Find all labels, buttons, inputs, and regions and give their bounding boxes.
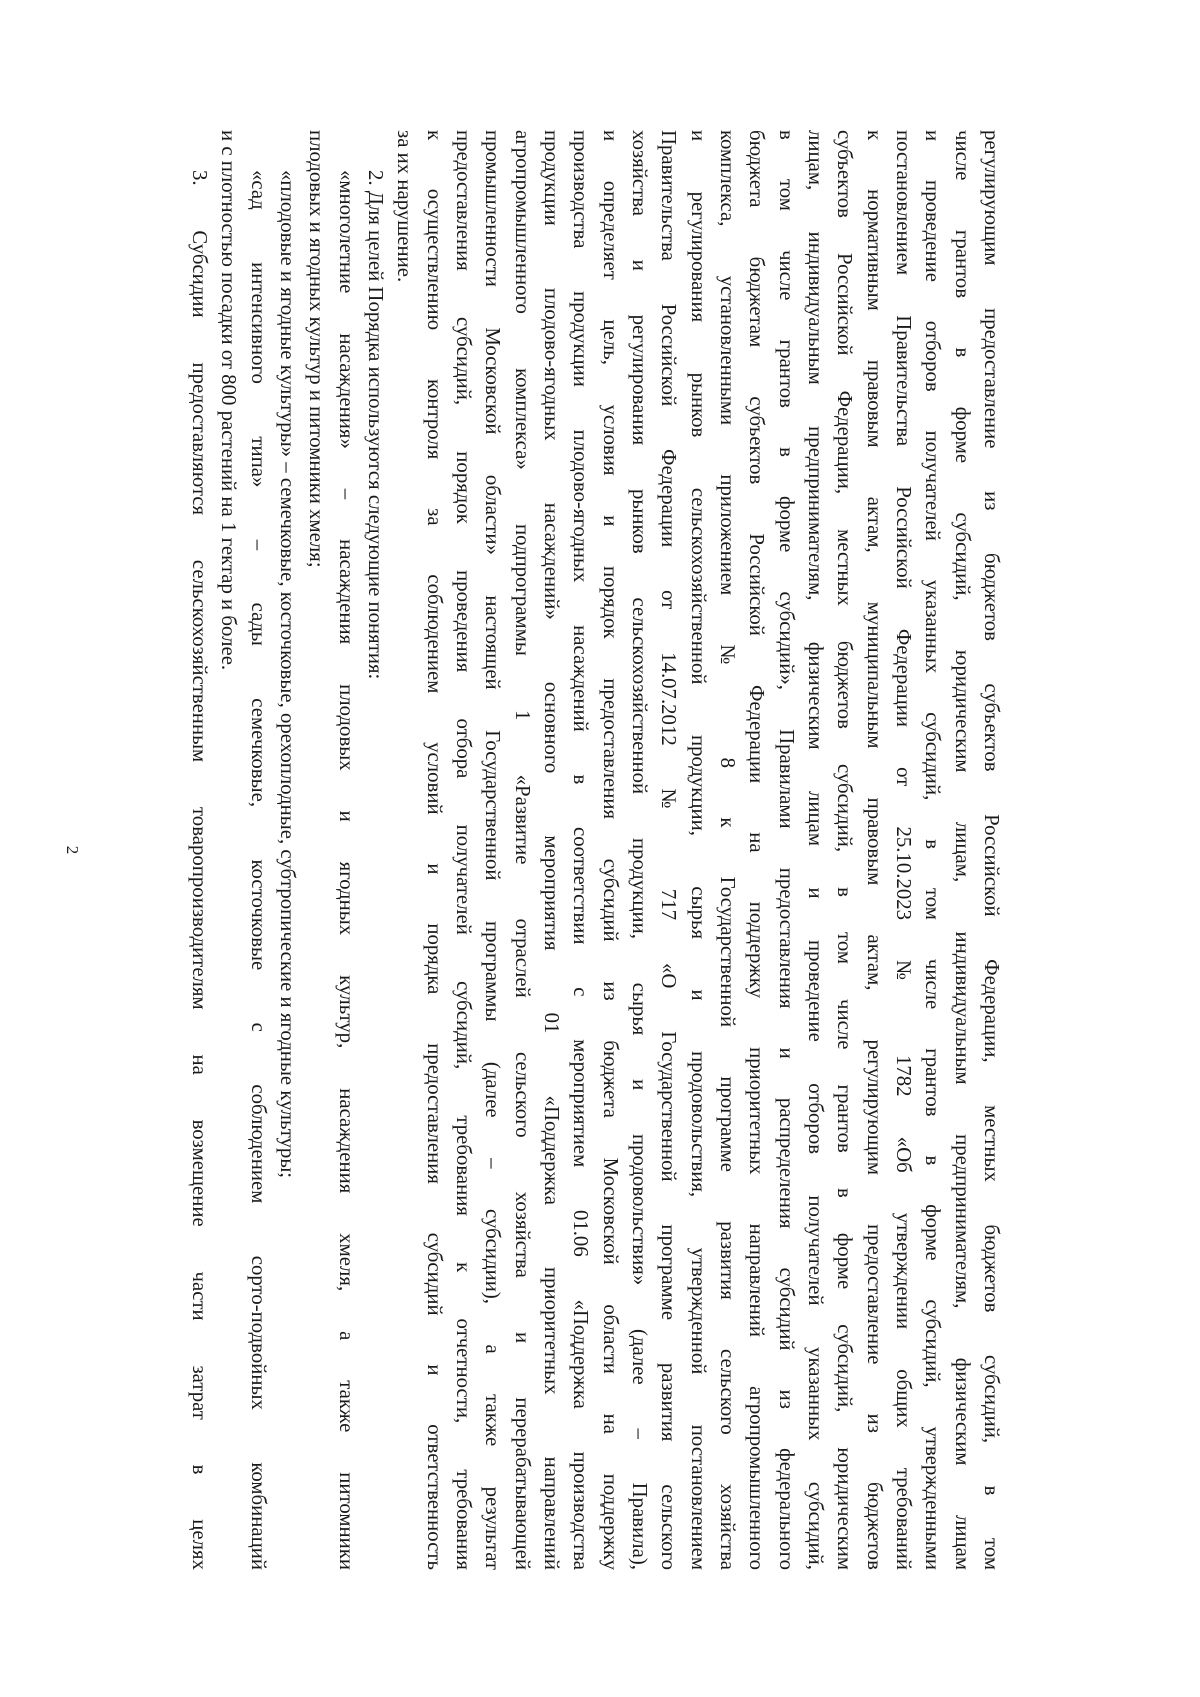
- text-line: «сад интенсивного типа» – сады семечковые, косточковые с соблюдением сорто-подвойных комбинаций: [246, 170, 270, 1570]
- text-line: 3. Субсидии предоставляются сельскохозяйственным товаропроизводителям на возмещение части затрат в целях: [188, 170, 212, 1570]
- text-line: субъектов Российской Федерации, местных бюджетов субсидий, в том числе грантов в форме субсидий, юридическим: [833, 130, 857, 1570]
- text-line: хозяйства и регулирования рынков сельскохозяйственной продукции, сырья и продовольствия» (далее – Правила),: [628, 130, 652, 1570]
- text-line: промышленности Московской области» настоящей Государственной программы (далее – субсидии), а также результат: [481, 130, 505, 1570]
- text-line: регулирующим предоставление из бюджетов субъектов Российской Федерации, местных бюджетов субсидий, в том: [980, 130, 1003, 1570]
- text-line: 2. Для целей Порядка используются следующие понятия:: [364, 170, 388, 680]
- text-line: и проведение отборов получателей указанных субсидий, в том числе грантов в форме субсидий, утвержденными: [921, 130, 945, 1570]
- text-line: «плодовые и ягодные культуры» – семечковые, косточковые, орехоплодные, субтропические и ягодные культуры;: [276, 170, 300, 1179]
- text-line: комплекса, установленными приложением № 8 к Государственной программе развития сельского хозяйства: [716, 130, 740, 1570]
- text-line: в том числе грантов в форме субсидий», Правилами предоставления и распределения субсидий из федерального: [774, 130, 798, 1570]
- document-body: [126, 130, 1006, 1570]
- text-line: Правительства Российской Федерации от 14.07.2012 № 717 «О Государственной программе развития сельского: [657, 130, 681, 1570]
- text-line: и с плотностью посадки от 800 растений на 1 гектар и более.: [217, 130, 241, 671]
- text-line: и регулирования рынков сельскохозяйственной продукции, сырья и продовольствия, утвержденной постановлением: [686, 130, 710, 1570]
- text-line: числе грантов в форме субсидий, юридическим лицам, индивидуальным предпринимателям, физическим лицам: [950, 130, 974, 1570]
- text-line: лицам, индивидуальным предпринимателям, физическим лицам и проведение отборов получателей указанных субсидий,: [804, 130, 828, 1570]
- text-line: производства продукции плодово-ягодных насаждений в соответствии с мероприятием 01.06 «Поддержка производства: [569, 130, 593, 1570]
- text-line: продукции плодово-ягодных насаждений» основного мероприятия 01 «Поддержка приоритетных направлений: [540, 130, 564, 1570]
- text-line: агропромышленного комплекса» подпрограммы 1 «Развитие отраслей сельского хозяйства и перерабатывающей: [510, 130, 534, 1570]
- text-line: постановлением Правительства Российской Федерации от 25.10.2023 № 1782 «Об утверждении общих требований: [892, 130, 916, 1570]
- text-line: предоставления субсидий, порядок проведения отбора получателей субсидий, требования к отчетности, требования: [452, 130, 476, 1570]
- text-line: за их нарушение.: [393, 130, 417, 283]
- text-line: к нормативным правовым актам, муниципальным правовым актам, регулирующим предоставление из бюджетов: [862, 130, 886, 1570]
- text-line: бюджета бюджетам субъектов Российской Федерации на поддержку приоритетных направлений агропромышленного: [745, 130, 769, 1570]
- text-line: плодовых и ягодных культур и питомники хмеля;: [305, 130, 329, 568]
- text-line: «многолетние насаждения» – насаждения плодовых и ягодных культур, насаждения хмеля, а также питомники: [334, 170, 358, 1570]
- text-line: и определяет цель, условия и порядок предоставления субсидий из бюджета Московской области на поддержку: [598, 130, 622, 1570]
- text-line: к осуществлению контроля за соблюдением условий и порядка предоставления субсидий и ответственность: [422, 130, 446, 1570]
- page-number: 2: [63, 845, 82, 855]
